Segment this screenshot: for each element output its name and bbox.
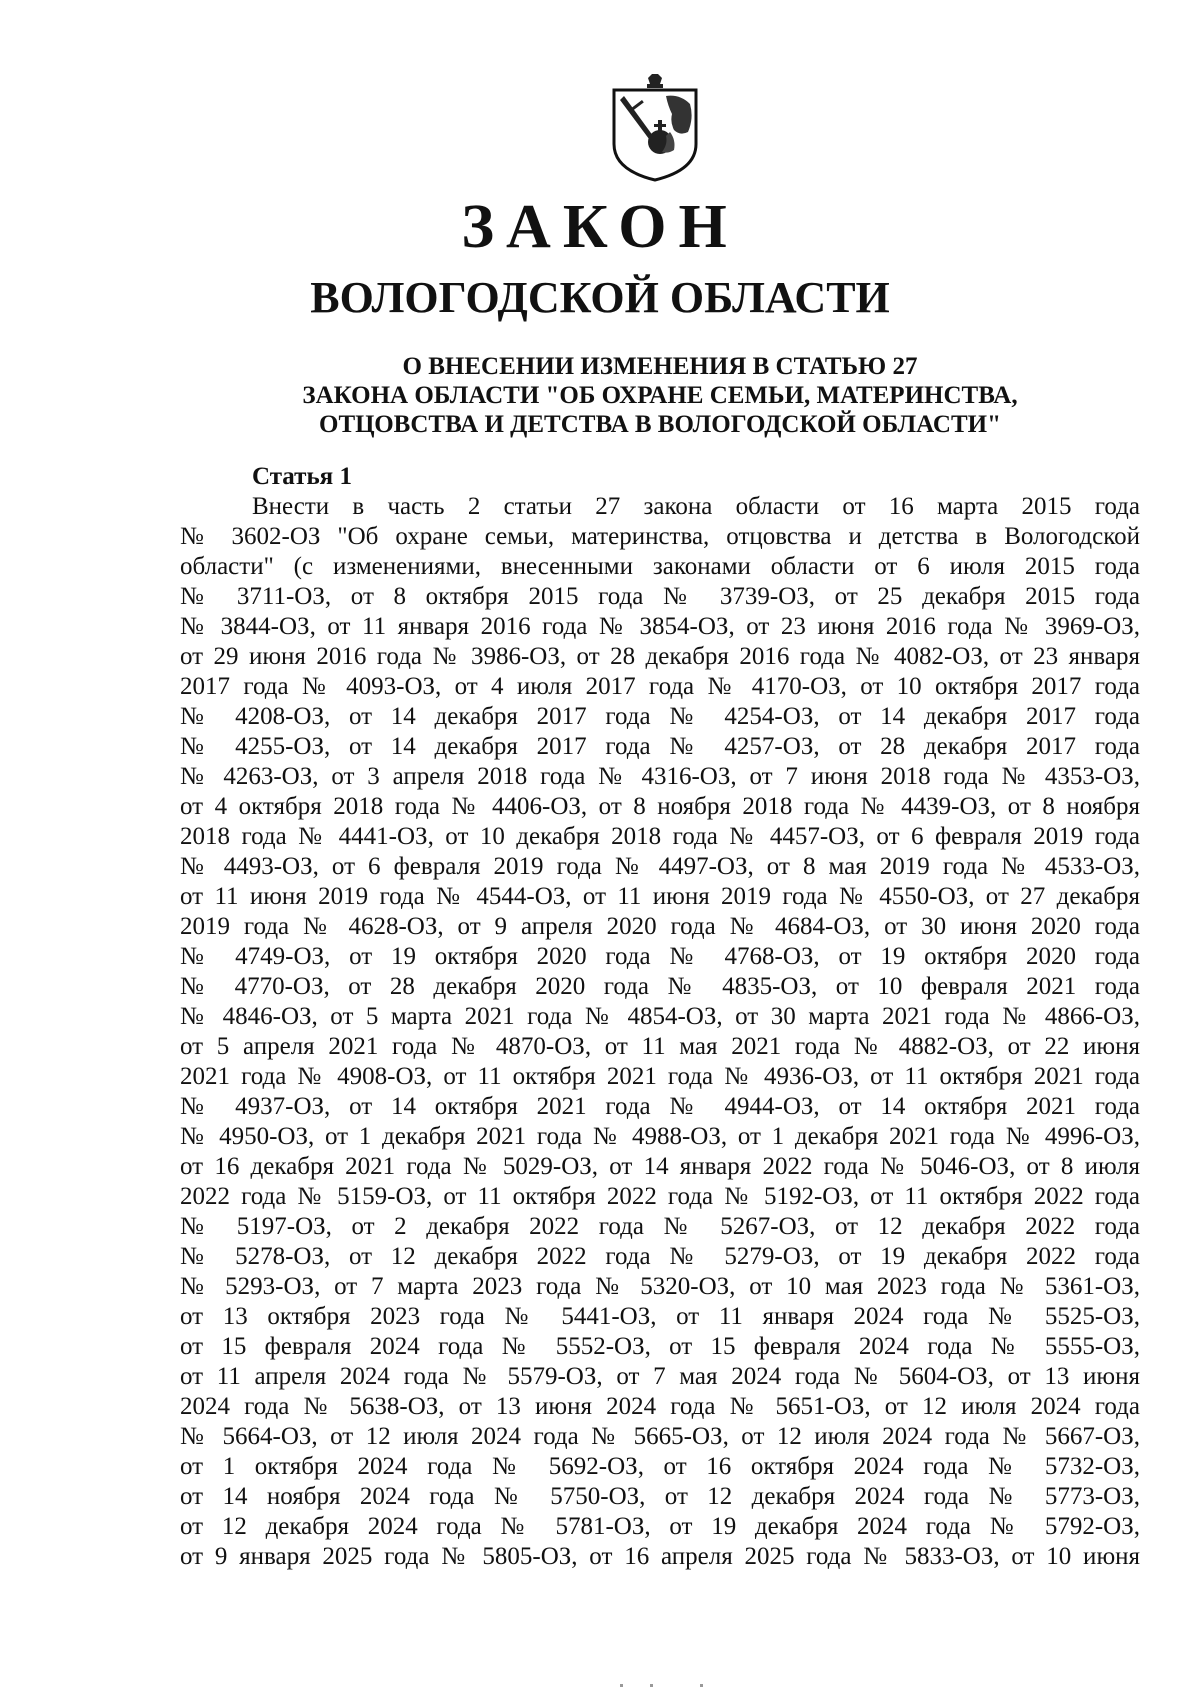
article-text-line: от 14 ноября 2024 года № 5750-ОЗ, от 12 декабря 2024 года № 5773-ОЗ, (180, 1483, 1140, 1510)
article-text-line: 2021 года № 4908-ОЗ, от 11 октября 2021 года № 4936-ОЗ, от 11 октября 2021 года (180, 1063, 1140, 1090)
article-text-line: от 4 октября 2018 года № 4406-ОЗ, от 8 ноября 2018 года № 4439-ОЗ, от 8 ноября (180, 793, 1140, 820)
article-text-line: № 5293-ОЗ, от 7 марта 2023 года № 5320-ОЗ, от 10 мая 2023 года № 5361-ОЗ, (180, 1273, 1140, 1300)
article-heading: Статья 1 (252, 463, 352, 490)
article-text-line: от 15 февраля 2024 года № 5552-ОЗ, от 15 февраля 2024 года № 5555-ОЗ, (180, 1333, 1140, 1360)
subject-line: ЗАКОНА ОБЛАСТИ "ОБ ОХРАНЕ СЕМЬИ, МАТЕРИНСТВА, (302, 382, 1018, 409)
article-text-line: области" (с изменениями, внесенными законами области от 6 июля 2015 года (180, 553, 1140, 580)
article-text-line: от 1 октября 2024 года № 5692-ОЗ, от 16 октября 2024 года № 5732-ОЗ, (180, 1453, 1140, 1480)
article-text-line: № 4950-ОЗ, от 1 декабря 2021 года № 4988-ОЗ, от 1 декабря 2021 года № 4996-ОЗ, (180, 1123, 1140, 1150)
subject-line: ОТЦОВСТВА И ДЕТСТВА В ВОЛОГОДСКОЙ ОБЛАСТИ" (319, 411, 1001, 438)
article-text-line: 2022 года № 5159-ОЗ, от 11 октября 2022 года № 5192-ОЗ, от 11 октября 2022 года (180, 1183, 1140, 1210)
law-subject (180, 352, 1140, 439)
article-text-line: 2017 года № 4093-ОЗ, от 4 июля 2017 года № 4170-ОЗ, от 10 октября 2017 года (180, 673, 1140, 700)
article-text-line: 2018 года № 4441-ОЗ, от 10 декабря 2018 года № 4457-ОЗ, от 6 февраля 2019 года (180, 823, 1140, 850)
article-text-line: № 4208-ОЗ, от 14 декабря 2017 года № 4254-ОЗ, от 14 декабря 2017 года (180, 703, 1140, 730)
article-text-line: № 4493-ОЗ, от 6 февраля 2019 года № 4497-ОЗ, от 8 мая 2019 года № 4533-ОЗ, (180, 853, 1140, 880)
region-title: ВОЛОГОДСКОЙ ОБЛАСТИ (310, 273, 890, 322)
article-text-line: № 5197-ОЗ, от 2 декабря 2022 года № 5267-ОЗ, от 12 декабря 2022 года (180, 1213, 1140, 1240)
article-text-line: № 3844-ОЗ, от 11 января 2016 года № 3854-ОЗ, от 23 июня 2016 года № 3969-ОЗ, (180, 613, 1140, 640)
article-text-line: № 4263-ОЗ, от 3 апреля 2018 года № 4316-ОЗ, от 7 июня 2018 года № 4353-ОЗ, (180, 763, 1140, 790)
law-title: ЗАКОН (461, 193, 739, 261)
article-text-line: от 13 октября 2023 года № 5441-ОЗ, от 11 января 2024 года № 5525-ОЗ, (180, 1303, 1140, 1330)
article-text-line: Внести в часть 2 статьи 27 закона области от 16 марта 2015 года (252, 493, 1140, 520)
article-text-line: от 29 июня 2016 года № 3986-ОЗ, от 28 декабря 2016 года № 4082-ОЗ, от 23 января (180, 643, 1140, 670)
article-text-line: от 11 апреля 2024 года № 5579-ОЗ, от 7 мая 2024 года № 5604-ОЗ, от 13 июня (180, 1363, 1140, 1390)
article-body (180, 492, 1140, 1572)
article-text-line: № 4255-ОЗ, от 14 декабря 2017 года № 4257-ОЗ, от 28 декабря 2017 года (180, 733, 1140, 760)
article-text-line: от 11 июня 2019 года № 4544-ОЗ, от 11 июня 2019 года № 4550-ОЗ, от 27 декабря (180, 883, 1140, 910)
article-text-line: 2019 года № 4628-ОЗ, от 9 апреля 2020 года № 4684-ОЗ, от 30 июня 2020 года (180, 913, 1140, 940)
article-text-line: № 3711-ОЗ, от 8 октября 2015 года № 3739-ОЗ, от 25 декабря 2015 года (180, 583, 1140, 610)
article-text-line: 2024 года № 5638-ОЗ, от 13 июня 2024 года № 5651-ОЗ, от 12 июля 2024 года (180, 1393, 1140, 1420)
coat-of-arms-icon (610, 74, 700, 182)
article-text-line: № 4937-ОЗ, от 14 октября 2021 года № 4944-ОЗ, от 14 октября 2021 года (180, 1093, 1140, 1120)
article-text-line: от 16 декабря 2021 года № 5029-ОЗ, от 14 января 2022 года № 5046-ОЗ, от 8 июля (180, 1153, 1140, 1180)
article-text-line: от 12 декабря 2024 года № 5781-ОЗ, от 19 декабря 2024 года № 5792-ОЗ, (180, 1513, 1140, 1540)
scan-marks (620, 1684, 740, 1690)
article-text-line: от 9 января 2025 года № 5805-ОЗ, от 16 апреля 2025 года № 5833-ОЗ, от 10 июня (180, 1543, 1140, 1570)
subject-line: О ВНЕСЕНИИ ИЗМЕНЕНИЯ В СТАТЬЮ 27 (402, 353, 918, 380)
article-text-line: № 4749-ОЗ, от 19 октября 2020 года № 4768-ОЗ, от 19 октября 2020 года (180, 943, 1140, 970)
article-text-line: от 5 апреля 2021 года № 4870-ОЗ, от 11 мая 2021 года № 4882-ОЗ, от 22 июня (180, 1033, 1140, 1060)
article-text-line: № 5278-ОЗ, от 12 декабря 2022 года № 5279-ОЗ, от 19 декабря 2022 года (180, 1243, 1140, 1270)
article-text-line: № 4770-ОЗ, от 28 декабря 2020 года № 4835-ОЗ, от 10 февраля 2021 года (180, 973, 1140, 1000)
article-text-line: № 5664-ОЗ, от 12 июля 2024 года № 5665-ОЗ, от 12 июля 2024 года № 5667-ОЗ, (180, 1423, 1140, 1450)
article-text-line: № 3602-ОЗ "Об охране семьи, материнства, отцовства и детства в Вологодской (180, 523, 1140, 550)
article-text-line: № 4846-ОЗ, от 5 марта 2021 года № 4854-ОЗ, от 30 марта 2021 года № 4866-ОЗ, (180, 1003, 1140, 1030)
